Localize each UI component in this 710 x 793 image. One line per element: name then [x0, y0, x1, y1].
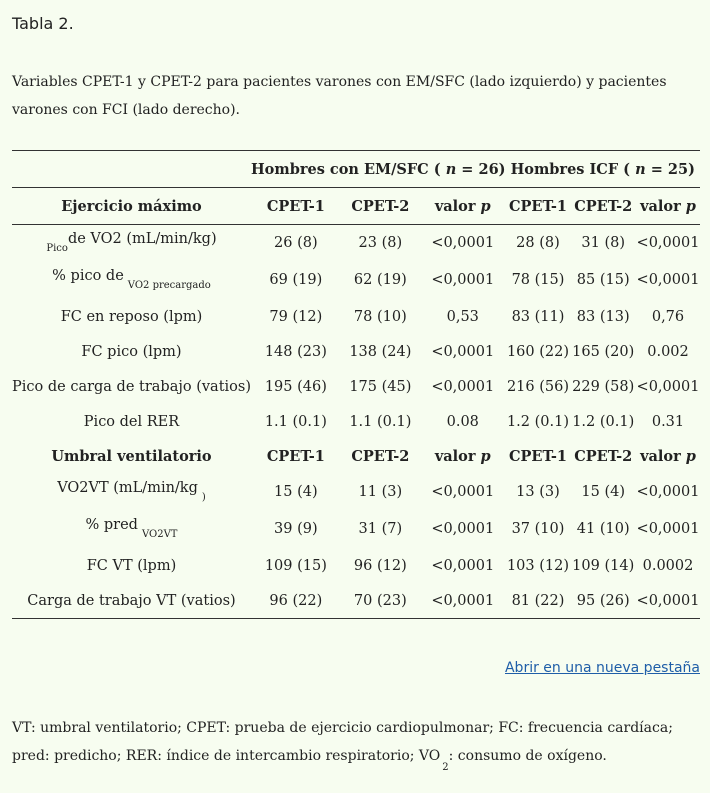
- table-cell: 96 (12): [353, 557, 407, 574]
- table-row: [12, 583, 700, 619]
- table-cell: 165 (20): [572, 343, 635, 360]
- col-header: valor p: [434, 448, 491, 465]
- group-right: Hombres ICF ( n = 25): [506, 151, 700, 188]
- table-cell: 148 (23): [264, 343, 327, 360]
- section-label: Umbral ventilatorio: [51, 448, 212, 465]
- table-cell: <0,0001: [420, 583, 506, 619]
- table-cell: 0.002: [647, 343, 689, 360]
- table-cell: 83 (13): [576, 308, 630, 325]
- table-cell: 195 (46): [264, 378, 327, 395]
- table-cell: 69 (19): [269, 271, 323, 288]
- table-cell: 70 (23): [341, 583, 420, 619]
- table-caption: Variables CPET-1 y CPET-2 para pacientes varones con EM/SFC (lado izquierdo) y pacientes varones con FCI (lado derecho).: [12, 74, 667, 118]
- table-cell: 0.31: [651, 413, 685, 430]
- col-header: CPET-1: [251, 188, 341, 225]
- table-cell: 39 (9): [274, 520, 318, 537]
- row-label: % pred$_{VO2VT}$: [85, 517, 178, 540]
- table-cell: 109 (14): [572, 557, 635, 574]
- table-cell: 13 (3): [516, 483, 560, 500]
- row-label: $_{Pico}$de VO2 (mL/min/kg): [46, 231, 217, 254]
- table-cell: <0,0001: [431, 343, 495, 360]
- table-cell: 0,76: [651, 308, 685, 325]
- table-cell: 15 (4): [581, 483, 626, 500]
- row-label: FC VT (lpm): [86, 557, 177, 574]
- table-row: [12, 334, 700, 369]
- table-cell: 11 (3): [358, 483, 403, 500]
- table-cell: 0,53: [446, 308, 479, 325]
- table-cell: <0,0001: [431, 234, 495, 251]
- table-cell: 78 (10): [353, 308, 407, 325]
- col-header: valor p: [640, 448, 696, 465]
- table-row: [12, 548, 700, 583]
- col-header: CPET-2: [574, 448, 633, 465]
- table-cell: 26 (8): [274, 234, 318, 251]
- table-cell: 15 (4): [274, 483, 318, 500]
- table-cell: 96 (22): [251, 583, 341, 619]
- group-header-row: [12, 151, 700, 188]
- table-cell: 23 (8): [358, 234, 403, 251]
- table-row: [12, 474, 700, 509]
- table-cell: 83 (11): [511, 308, 565, 325]
- table-row: [12, 404, 700, 439]
- col-header: CPET-2: [570, 188, 636, 225]
- row-label: Carga de trabajo VT (vatios): [12, 583, 251, 619]
- table-cell: <0,0001: [636, 378, 700, 395]
- table-cell: 229 (58): [572, 378, 635, 395]
- table-cell: <0,0001: [636, 583, 700, 619]
- table-cell: 31 (7): [358, 520, 403, 537]
- table-row: [12, 369, 700, 404]
- table-cell: 41 (10): [576, 520, 630, 537]
- table-cell: 1.1 (0.1): [264, 413, 327, 430]
- table-cell: 81 (22): [506, 583, 571, 619]
- row-label: % pico $de_{VO2 precargado}$: [52, 268, 211, 291]
- section-label: Ejercicio máximo: [12, 188, 251, 225]
- section-header-max: [12, 188, 700, 225]
- col-header: valor p: [420, 188, 506, 225]
- table-cell: <0,0001: [636, 271, 700, 288]
- table-cell: <0,0001: [636, 483, 700, 500]
- table-title: Tabla 2.: [12, 14, 74, 33]
- row-label: Pico de carga de trabajo (vatios): [12, 378, 251, 395]
- table-cell: <0,0001: [636, 234, 700, 251]
- table-cell: 109 (15): [264, 557, 327, 574]
- table-row: [12, 299, 700, 334]
- table-cell: 103 (12): [506, 557, 570, 574]
- data-table: [12, 150, 700, 619]
- table-cell: <0,0001: [431, 520, 495, 537]
- table-cell: <0,0001: [636, 520, 700, 537]
- table-cell: 79 (12): [269, 308, 323, 325]
- table-cell: 37 (10): [511, 520, 565, 537]
- row-label: VO2VT ($mL/\min/kg_)$: [57, 480, 206, 503]
- table-cell: <0,0001: [431, 271, 495, 288]
- open-new-tab-link[interactable]: Abrir en una nueva pestaña: [504, 660, 700, 676]
- table-row: [12, 509, 700, 548]
- table-cell: 216 (56): [506, 378, 570, 395]
- section-header-vt: [12, 439, 700, 474]
- table-cell: 0.0002: [642, 557, 694, 574]
- col-header: CPET-1: [508, 448, 567, 465]
- table-cell: 1.2 (0.1): [506, 413, 569, 430]
- table-cell: 62 (19): [353, 271, 407, 288]
- table-cell: 78 (15): [511, 271, 565, 288]
- col-header: CPET-2: [351, 448, 410, 465]
- table-row: [12, 260, 700, 299]
- col-header: CPET-1: [506, 188, 571, 225]
- group-left: Hombres con EM/SFC ( n = 26): [251, 151, 506, 188]
- table-cell: 138 (24): [349, 343, 412, 360]
- table-cell: <0,0001: [431, 483, 495, 500]
- table-cell: 28 (8): [516, 234, 560, 251]
- row-label: Pico del RER: [83, 413, 180, 430]
- table-cell: 85 (15): [576, 271, 630, 288]
- col-header: valor p: [636, 188, 700, 225]
- table-cell: 175 (45): [349, 378, 412, 395]
- table-cell: <0,0001: [431, 378, 495, 395]
- col-header: CPET-1: [266, 448, 325, 465]
- table-cell: 0.08: [446, 413, 479, 430]
- table-cell: 1.2 (0.1): [572, 413, 635, 430]
- table-cell: 31 (8): [581, 234, 626, 251]
- table-cell: <0,0001: [431, 557, 495, 574]
- footnote: VT: umbral ventilatorio; CPET: prueba de ejercicio cardiopulmonar; FC: frecuencia cardíaca; pred: predicho; RER: índice de intercambio respiratorio; $VO_2$: consumo de oxígeno.: [12, 720, 673, 773]
- table-cell: 160 (22): [506, 343, 570, 360]
- row-label: FC en reposo (lpm): [60, 308, 203, 325]
- col-header: CPET-2: [341, 188, 420, 225]
- row-label: FC pico (lpm): [81, 343, 182, 360]
- table-row: [12, 225, 700, 261]
- table-cell: 95 (26): [570, 583, 636, 619]
- table-cell: 1.1 (0.1): [349, 413, 412, 430]
